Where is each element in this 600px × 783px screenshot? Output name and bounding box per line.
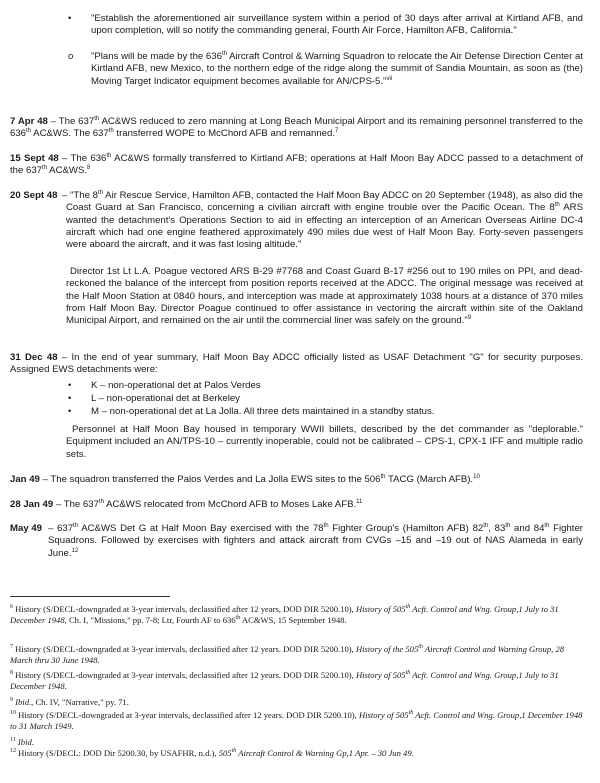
footnote-divider <box>10 596 170 597</box>
list-item: K – non-operational det at Palos Verdes <box>91 380 261 391</box>
entry-20-sept-48: – "The 8th Air Rescue Service, Hamilton AFB, contacted the Half Moon Bay ADCC on 20 September (1948), as also did the Coast Guard at San Francisco, concerning a civilian aircraft with engine trouble over the Pacific Ocean. The 8th ARS wanted the detachment's Operations Section to aid in effecting an interception of an American Overseas Airline DC-4 aircraft which had one engine feathered approximately 490 miles due west of Half Moon Bay. Forty-seven passengers were aboard the aircraft, and it was fast losing altitude." <box>62 189 583 251</box>
entry-28-jan-49: 28 Jan 49 – The 637th AC&WS relocated from McChord AFB to Moses Lake AFB.$^{11}$ <box>10 498 363 510</box>
entry-date-20-sept-48: 20 Sept 48 <box>10 190 58 201</box>
quote-item-relocation: "Plans will be made by the 636th Aircraft Control & Warning Squadron to relocate the Air Defense Direction Center at Kirtland AFB, new Mexico, to the northern edge of the ridge along the summit of Sandia Mountain, as soon as (the) Moving Target Indicator equipment becomes available for AN/CPS-5."$^{vii}$ <box>91 50 583 87</box>
entry-date: Jan 49 <box>10 474 40 485</box>
entry-20-sept-48-narrative: Director 1st Lt L.A. Poague vectored ARS B-29 #7768 and Coast Guard B-17 #256 out to 190 miles on PPI, and dead-reckoned the balance of the intercept from position reports received at the ADCC. The original message was received at the Half Moon Station at 0840 hours, and interception was made at approximately 1038 hours at a distance of 370 miles from Half Moon Bay. Director Poague continued to offer assistance in vectoring the aircraft within site of the Oakland Municipal Airport, and remained on the air until the commercial liner was safely on the ground."$^9$ <box>66 266 583 327</box>
bullet-marker: • <box>68 13 72 24</box>
entry-jan-49: Jan 49 – The squadron transferred the Palos Verdes and La Jolla EWS sites to the 506th TACG (March AFB).$^{10}$ <box>10 473 480 485</box>
entry-15-sept-48: 15 Sept 48 – The 636th AC&WS formally transferred to Kirtland AFB; operations at Half Moon Bay ADCC passed to a detachment of the 637th AC&WS.$^8$ <box>10 152 583 177</box>
footnote-ref: 10 <box>473 473 480 480</box>
quote-item-surveillance: "Establish the aforementioned air surveillance system within a period of 30 days after arrival at Kirtland AFB, and upon completion, will so notify the commanding general, Fourth Air Force, Hamilton AFB, California." <box>91 13 583 37</box>
entry-date: 7 Apr 48 <box>10 116 48 127</box>
entry-date-may-49: May 49 <box>10 523 42 534</box>
list-item: L – non-operational det at Berkeley <box>91 393 240 404</box>
entry-7-apr-48: 7 Apr 48 – The 637th AC&WS reduced to zero manning at Long Beach Municipal Airport and its remaining personnel transferred to the 636th AC&WS. The 637th transferred WOPE to McChord AFB and remanned.$^7$ <box>10 115 583 140</box>
entry-31-dec-48: 31 Dec 48 – In the end of year summary, Half Moon Bay ADCC officially listed as USAF Detachment "G" for security purposes. Assigned EWS detachments were: <box>10 352 583 376</box>
footnote-10: $^{10}$ History (S/DECL-downgraded at 3-year intervals, declassified after 12 years. DOD DIR 5200.10), History of 505th Acft. Control and Wng. Group,1 December 1948 to 31 March 1949. <box>10 710 583 731</box>
footnote-ref: 12 <box>71 547 79 554</box>
footnote-12: $^{12}$ History (S/DECL: DOD Dir 5200.30, by USAFHR, n.d.), 505th Aircraft Control & Warning Gp,1 Apr. – 30 Jun 49. <box>10 748 414 758</box>
entry-date: 28 Jan 49 <box>10 499 54 510</box>
footnote-ref: 11 <box>356 498 363 505</box>
footnote-ref: 7 <box>335 128 339 135</box>
footnote-11: $^{11}$ Ibid. <box>10 737 34 747</box>
bullet-marker: • <box>68 380 72 391</box>
bullet-marker: • <box>68 393 72 404</box>
footnote-6: $^6$ History (S/DECL-downgraded at 3-year intervals, declassified after 12 years, DOD DIR 5200.10), History of 505th Acft. Control and Wng. Group,1 July to 31 December 1948, Ch. I, "Missions," pp. 7-8; Ltr, Fourth AF to 636th AC&WS, 15 September 1948. <box>10 604 559 625</box>
footnote-9: $^9$ Ibid., Ch. IV, "Narrative," py. 71. <box>10 697 129 707</box>
entry-date: 15 Sept 48 <box>10 153 59 164</box>
footnote-ref: 8 <box>87 165 91 172</box>
entry-31-dec-48-personnel: Personnel at Half Moon Bay housed in temporary WWII billets, described by the det commander as "deplorable." Equipment included an AN/TPS-10 – currently inoperable, could not be calibrated – CPS-1, CPX-1 IFF and multiple radio sets. <box>66 424 583 460</box>
footnote-ref: 9 <box>467 315 472 321</box>
footnote-7: $^7$ History (S/DECL-downgraded at 3-year intervals, declassified after 12 years. DOD DIR 5200.10), History of the 505th Aircraft Control and Warning Group, 28 March thru 30 June 1948. <box>10 644 565 665</box>
entry-date: 31 Dec 48 <box>10 352 58 363</box>
bullet-marker-o: o <box>68 51 74 62</box>
footnote-8: $^8$ History (S/DECL-downgraded at 3-year intervals, declassified after 12 years. DOD DIR 5200.10), History of 505th Acft. Control and Wng. Group,1 July to 31 December 1948. <box>10 670 559 691</box>
reference-marker: vii <box>386 75 393 82</box>
entry-may-49: – 637th AC&WS Det G at Half Moon Bay exercised with the 78th Fighter Group's (Hamilton AFB) 82th, 83th and 84th Fighter Squadrons. Followed by exercises with fighters and attack aircraft from CVGs –15 and –19 out of NAS Alameda in early June.$^{12}$ <box>48 522 583 559</box>
list-item: M – non-operational det at La Jolla. All three dets maintained in a standby status. <box>91 406 435 417</box>
bullet-marker: • <box>68 406 72 417</box>
